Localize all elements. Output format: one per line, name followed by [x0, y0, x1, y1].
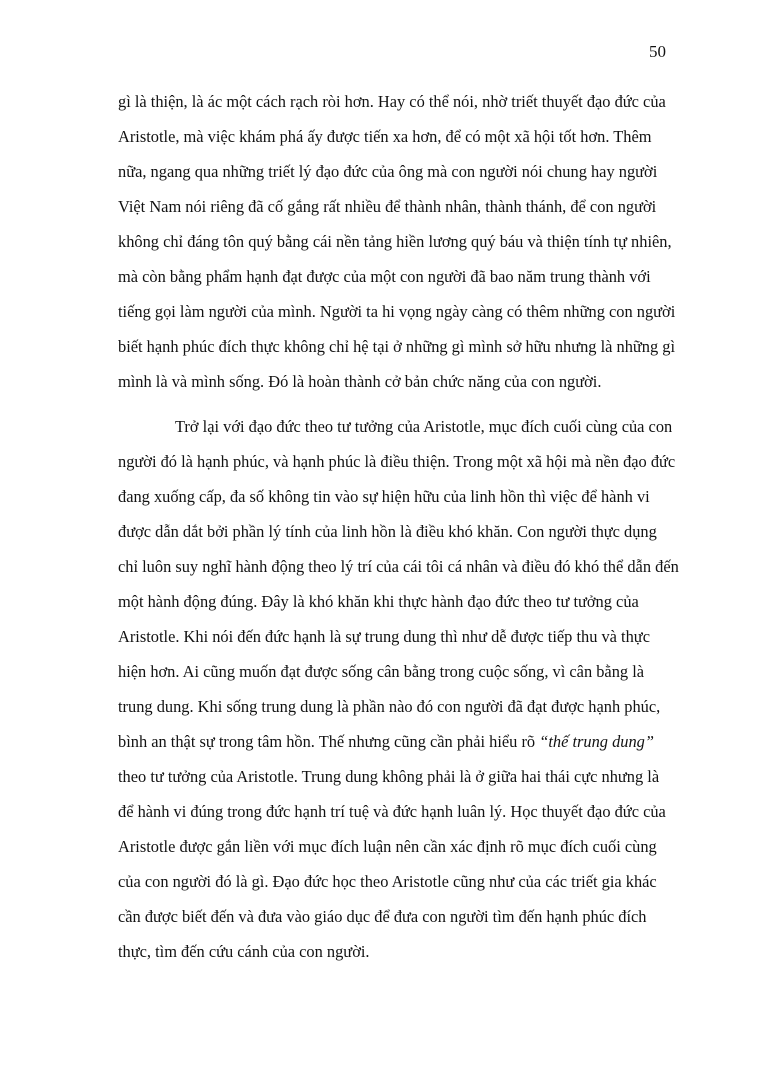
paragraph: [118, 84, 676, 399]
text-line: Trở lại với đạo đức theo tư tưởng của Aristotle, mục đích cuối cùng của con: [175, 417, 673, 436]
text-line: Aristotle. Khi nói đến đức hạnh là sự trung dung thì như dễ được tiếp thu và thực: [118, 627, 650, 646]
text-line: nữa, ngang qua những triết lý đạo đức của ông mà con người nói chung hay người: [118, 162, 658, 181]
document-body: [118, 84, 679, 969]
text-line: mình là và mình sống. Đó là hoàn thành cở bản chức năng của con người.: [118, 372, 602, 391]
text-line: theo tư tưởng của Aristotle. Trung dung không phải là ở giữa hai thái cực nhưng là: [118, 767, 660, 786]
text-line: Aristotle, mà việc khám phá ấy được tiến xa hơn, để có một xã hội tốt hơn. Thêm: [118, 127, 652, 146]
text-line: của con người đó là gì. Đạo đức học theo Aristotle cũng như của các triết gia khác: [118, 872, 657, 891]
paragraph: [118, 409, 679, 969]
text-line: mà còn bằng phẩm hạnh đạt được của một con người đã bao năm trung thành với: [118, 267, 651, 286]
text-line: đang xuống cấp, đa số không tin vào sự hiện hữu của linh hồn thì việc để hành vi: [118, 487, 650, 506]
text-line: biết hạnh phúc đích thực không chỉ hệ tại ở những gì mình sở hữu nhưng là những gì: [118, 337, 676, 356]
text-line: người đó là hạnh phúc, và hạnh phúc là điều thiện. Trong một xã hội mà nền đạo đức: [118, 452, 676, 471]
text-segment: bình an thật sự trong tâm hồn. Thế nhưng cũng cần phải hiểu rõ: [118, 732, 540, 751]
text-line: trung dung. Khi sống trung dung là phần nào đó con người đã đạt được hạnh phúc,: [118, 697, 661, 716]
text-line: không chỉ đáng tôn quý bằng cái nền tảng hiền lương quý báu và thiện tính tự nhiên,: [118, 232, 672, 251]
italic-quote: “thế trung dung”: [539, 732, 654, 751]
text-line: gì là thiện, là ác một cách rạch ròi hơn. Hay có thể nói, nhờ triết thuyết đạo đức của: [118, 92, 666, 111]
text-line: được dẫn dắt bởi phần lý tính của linh hồn là điều khó khăn. Con người thực dụng: [118, 522, 657, 541]
page-header: [0, 0, 763, 62]
text-line: để hành vi đúng trong đức hạnh trí tuệ và đức hạnh luân lý. Học thuyết đạo đức của: [118, 802, 666, 821]
text-line: một hành động đúng. Đây là khó khăn khi thực hành đạo đức theo tư tưởng của: [118, 592, 639, 611]
text-line: chỉ luôn suy nghĩ hành động theo lý trí của cái tôi cá nhân và điều đó khó thể dẫn đến: [118, 557, 679, 576]
text-line: tiếng gọi làm người của mình. Người ta hi vọng ngày càng có thêm những con người: [118, 302, 676, 321]
page-number: 50: [649, 42, 666, 61]
text-line: [118, 724, 663, 759]
text-line: Việt Nam nói riêng đã cố gắng rất nhiều để thành nhân, thành thánh, để con người: [118, 197, 657, 216]
text-line: Aristotle được gắn liền với mục đích luận nên cần xác định rõ mục đích cuối cùng: [118, 837, 657, 856]
text-line: cần được biết đến và đưa vào giáo dục để đưa con người tìm đến hạnh phúc đích: [118, 907, 647, 926]
text-line: hiện hơn. Ai cũng muốn đạt được sống cân bằng trong cuộc sống, vì cân bằng là: [118, 662, 645, 681]
text-line: thực, tìm đến cứu cánh của con người.: [118, 942, 370, 961]
